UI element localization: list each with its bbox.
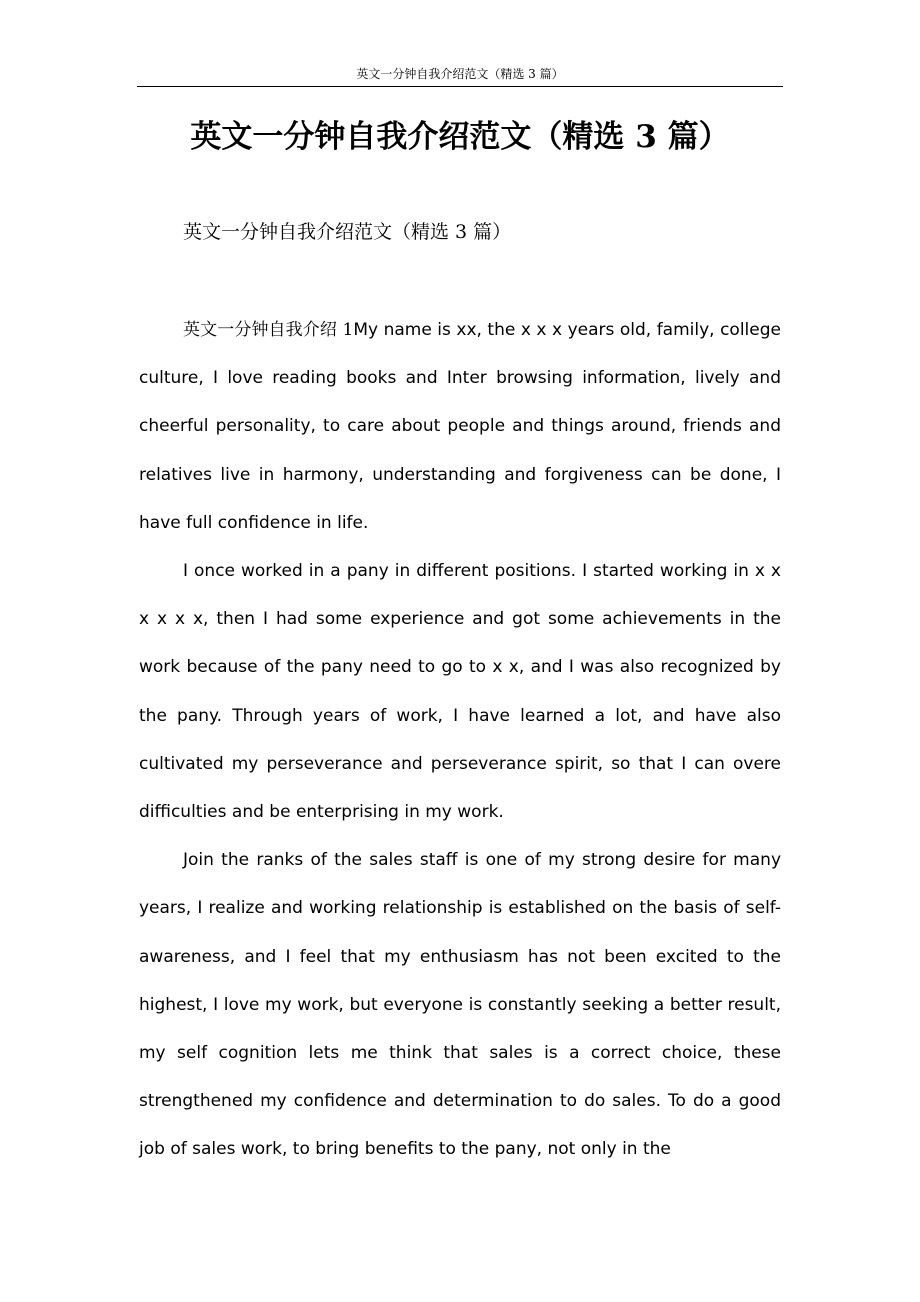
paragraph-1: [139, 306, 781, 547]
paragraph-1-text: My name is xx, the x x x years old, family, college culture, I love reading books and Inter browsing information, lively and cheerful personality, to care about people and things around, friends and relatives live in harmony, understanding and forgiveness can be done, I have full confidence in life.: [139, 320, 781, 533]
paragraph-2: [139, 547, 781, 836]
paragraph-2-text: I once worked in a pany in different positions. I started working in x x x x x x, then I had some experience and got some achievements in the work because of the pany need to go to x x, and I was also recognized by the pany. Through years of work, I have learned a lot, and have also cultivated my perseverance and perseverance spirit, so that I can overe difficulties and be enterprising in my work.: [139, 561, 781, 823]
page-header: 英文一分钟自我介绍范文（精选 3 篇）: [137, 62, 783, 87]
paragraph-3-text: Join the ranks of the sales staff is one of my strong desire for many years, I realize and working relationship is established on the basis of self-awareness, and I feel that my enthusiasm has not been excited to the highest, I love my work, but everyone is constantly seeking a better result, my self cognition lets me think that sales is a correct choice, these strengthened my confidence and determination to do sales. To do a good job of sales work, to bring benefits to the pany, not only in the: [139, 850, 781, 1160]
document-title: 英文一分钟自我介绍范文（精选 3 篇）: [190, 119, 730, 155]
paragraph-1-lead: 英文一分钟自我介绍 1: [183, 320, 354, 340]
document-body: [139, 306, 781, 1174]
document-subtitle: 英文一分钟自我介绍范文（精选 3 篇）: [183, 221, 512, 243]
paragraph-3: [139, 836, 781, 1173]
